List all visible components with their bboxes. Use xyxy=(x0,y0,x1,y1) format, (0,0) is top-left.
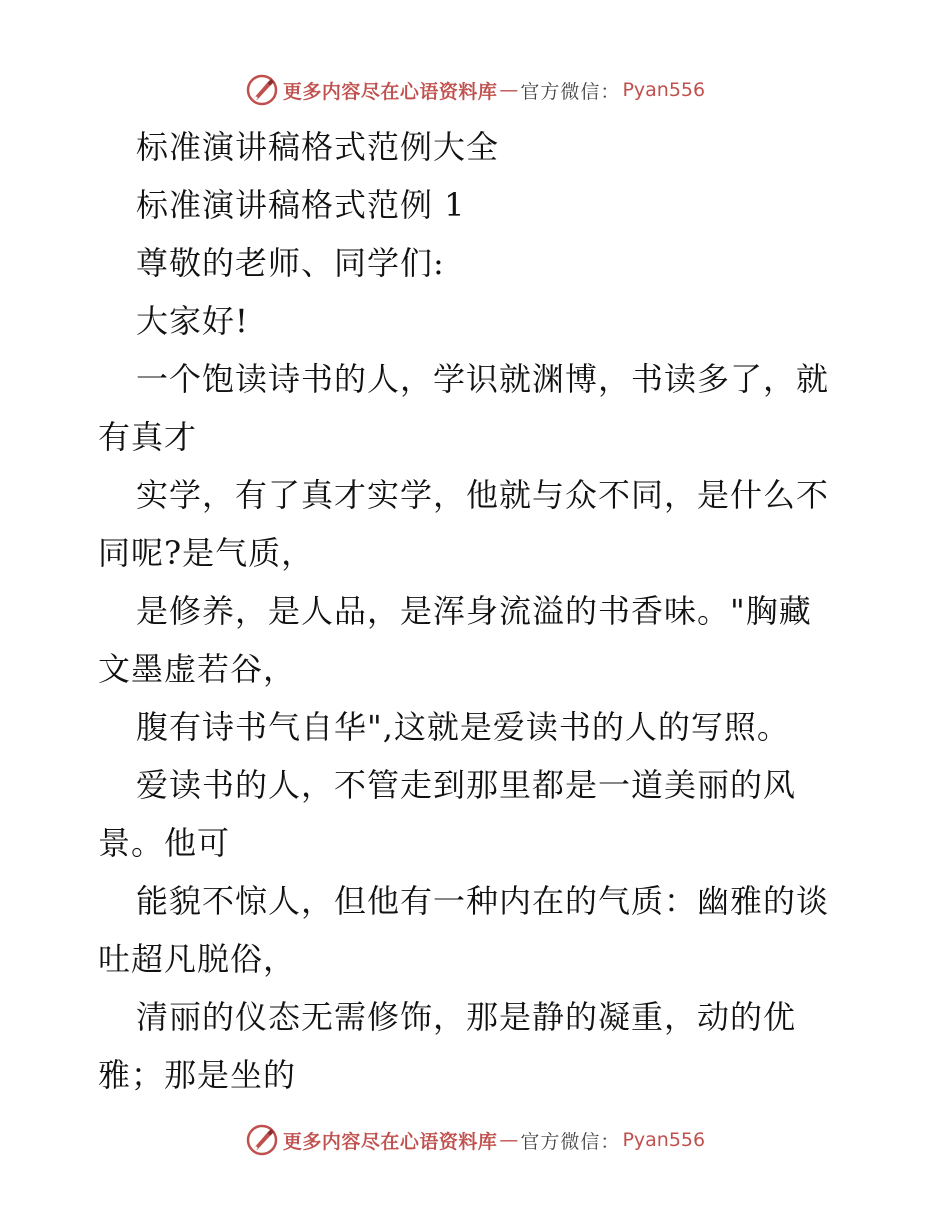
text-line: 尊敬的老师、同学们: xyxy=(136,244,445,282)
text-line: 有真才 xyxy=(98,418,198,456)
watermark-id: Pyan556 xyxy=(622,1129,706,1151)
text-line: 景。他可 xyxy=(98,824,231,862)
watermark-dash: — xyxy=(499,79,519,101)
text-line: 雅；那是坐的 xyxy=(98,1056,297,1094)
text-line: 一个饱读诗书的人，学识就渊博，书读多了，就 xyxy=(136,360,830,398)
watermark-brand: 更多内容尽在心语资料库 xyxy=(282,1130,498,1153)
text-line: 大家好! xyxy=(136,302,249,340)
pen-logo-icon xyxy=(245,1123,279,1157)
text-line: 吐超凡脱俗， xyxy=(98,940,297,978)
text-line: 标准演讲稿格式范例大全 xyxy=(136,128,500,166)
text-line: 腹有诗书气自华",这就是爱读书的人的写照。 xyxy=(136,708,790,746)
text-line: 文墨虚若谷， xyxy=(98,650,297,688)
watermark-brand: 更多内容尽在心语资料库 xyxy=(282,80,498,103)
text-line: 清丽的仪态无需修饰，那是静的凝重，动的优 xyxy=(136,998,797,1036)
text-line: 是修养，是人品，是浑身流溢的书香味。"胸藏 xyxy=(136,592,812,630)
header-watermark xyxy=(0,70,950,110)
watermark-id: Pyan556 xyxy=(622,79,706,101)
footer-watermark xyxy=(0,1120,950,1160)
text-line: 能貌不惊人，但他有一种内在的气质：幽雅的谈 xyxy=(136,882,830,920)
watermark-official: 官方微信： xyxy=(520,80,621,103)
pen-logo-icon xyxy=(245,73,279,107)
watermark-official: 官方微信： xyxy=(520,1130,621,1153)
document-body xyxy=(98,118,858,1104)
text-line: 同呢?是气质， xyxy=(98,534,315,572)
text-line: 实学，有了真才实学，他就与众不同，是什么不 xyxy=(136,476,830,514)
text-line: 爱读书的人，不管走到那里都是一道美丽的风 xyxy=(136,766,797,804)
text-line: 标准演讲稿格式范例 1 xyxy=(136,186,466,224)
watermark-dash: — xyxy=(499,1129,519,1151)
